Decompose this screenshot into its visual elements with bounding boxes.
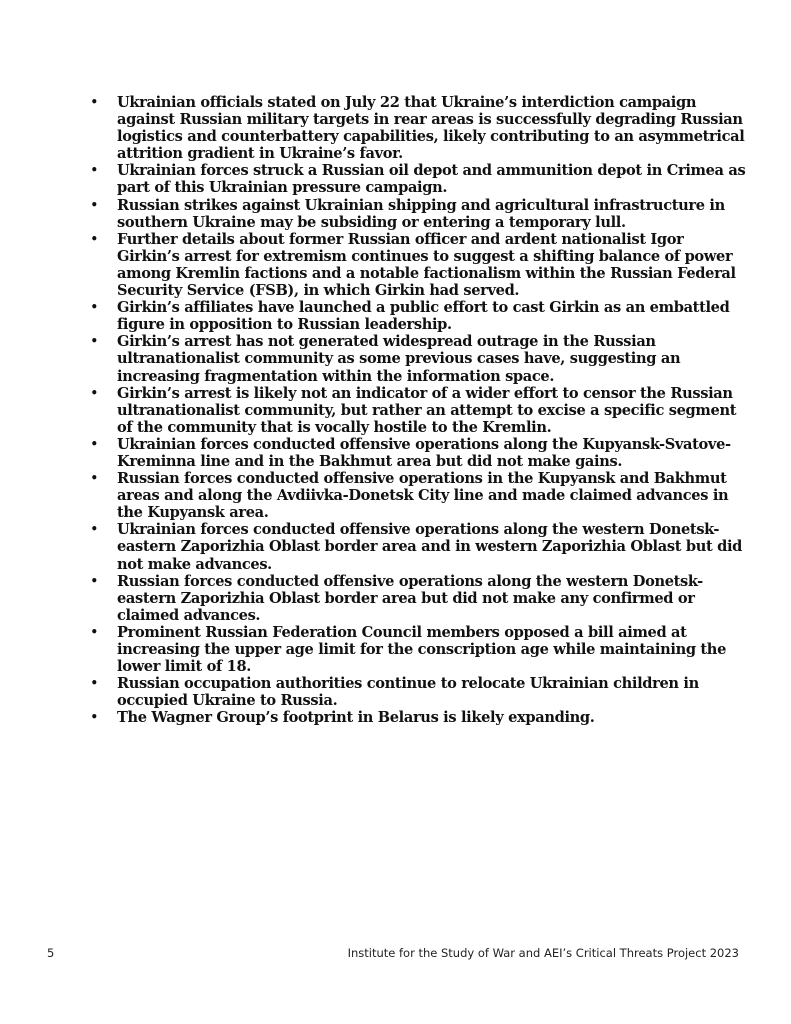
bullet-icon: • — [90, 572, 99, 590]
footer-organization: Institute for the Study of War and AEI’s Critical Threats Project 2023 — [347, 946, 739, 960]
bullet-text: Girkin’s arrest is likely not an indicator of a wider effort to censor the Russian ultranationalist community, but rather an attempt to excise a specific segment of the community that is vocally hostile to the Kremlin. — [117, 384, 737, 436]
list-item — [90, 470, 750, 521]
bullet-icon: • — [90, 709, 99, 727]
bullet-text: Further details about former Russian officer and ardent nationalist Igor Girkin’s arrest for extremism continues to suggest a shifting balance of power among Kremlin factions and a notable factionalism within the Russian Federal Security Service (FSB), in which Girkin had served. — [117, 230, 736, 300]
bullet-text: Ukrainian forces struck a Russian oil depot and ammunition depot in Crimea as part of this Ukrainian pressure campaign. — [117, 162, 746, 197]
list-item — [90, 94, 750, 162]
bullet-icon: • — [90, 333, 99, 351]
list-item — [90, 299, 750, 333]
bullet-text: Russian occupation authorities continue to relocate Ukrainian children in occupied Ukraine to Russia. — [117, 675, 699, 710]
bullet-text: Ukrainian forces conducted offensive operations along the western Donetsk-eastern Zaporizhia Oblast border area and in western Zaporizhia Oblast but did not make advances. — [117, 521, 742, 573]
bullet-text: Girkin’s affiliates have launched a public effort to cast Girkin as an embattled figure in opposition to Russian leadership. — [117, 299, 730, 334]
bullet-icon: • — [90, 299, 99, 317]
key-takeaways-list — [90, 94, 750, 726]
list-item — [90, 709, 750, 726]
bullet-icon: • — [90, 94, 99, 111]
list-item — [90, 197, 750, 231]
list-item — [90, 385, 750, 436]
bullet-icon: • — [90, 435, 99, 453]
list-item — [90, 675, 750, 709]
bullet-icon: • — [90, 162, 99, 180]
bullet-text: The Wagner Group’s footprint in Belarus is likely expanding. — [117, 709, 595, 727]
list-item — [90, 333, 750, 384]
bullet-icon: • — [90, 384, 99, 402]
bullet-text: Prominent Russian Federation Council members opposed a bill aimed at increasing the upper age limit for the conscription age while maintaining the lower limit of 18. — [117, 623, 726, 676]
bullet-text: Ukrainian officials stated on July 22 that Ukraine’s interdiction campaign against Russian military targets in rear areas is successfully degrading Russian logistics and counterbattery capabilities, likely contributing to an asymmetrical attrition gradient in Ukraine’s favor. — [117, 94, 745, 163]
page-number: 5 — [47, 946, 55, 960]
list-item — [90, 436, 750, 470]
bullet-text: Russian forces conducted offensive operations in the Kupyansk and Bakhmut areas and along the Avdiivka-Donetsk City line and made claimed advances in the Kupyansk area. — [117, 470, 729, 522]
bullet-text: Russian strikes against Ukrainian shipping and agricultural infrastructure in southern Ukraine may be subsiding or entering a temporary lull. — [117, 196, 725, 231]
list-item — [90, 573, 750, 624]
bullet-icon: • — [90, 196, 99, 214]
bullet-text: Russian forces conducted offensive operations along the western Donetsk-eastern Zaporizhia Oblast border area but did not make any confirmed or claimed advances. — [117, 572, 703, 624]
bullet-icon: • — [90, 521, 99, 539]
list-item — [90, 231, 750, 299]
bullet-icon: • — [90, 623, 99, 641]
bullet-text: Girkin’s arrest has not generated widespread outrage in the Russian ultranationalist community as some previous cases have, suggesting an increasing fragmentation within the information space. — [117, 333, 681, 385]
bullet-icon: • — [90, 470, 99, 488]
list-item — [90, 624, 750, 675]
list-item — [90, 521, 750, 572]
bullet-icon: • — [90, 675, 99, 693]
bullet-icon: • — [90, 230, 99, 248]
bullet-text: Ukrainian forces conducted offensive operations along the Kupyansk-Svatove-Kreminna line and in the Bakhmut area but did not make gains. — [117, 435, 731, 470]
list-item — [90, 162, 750, 196]
